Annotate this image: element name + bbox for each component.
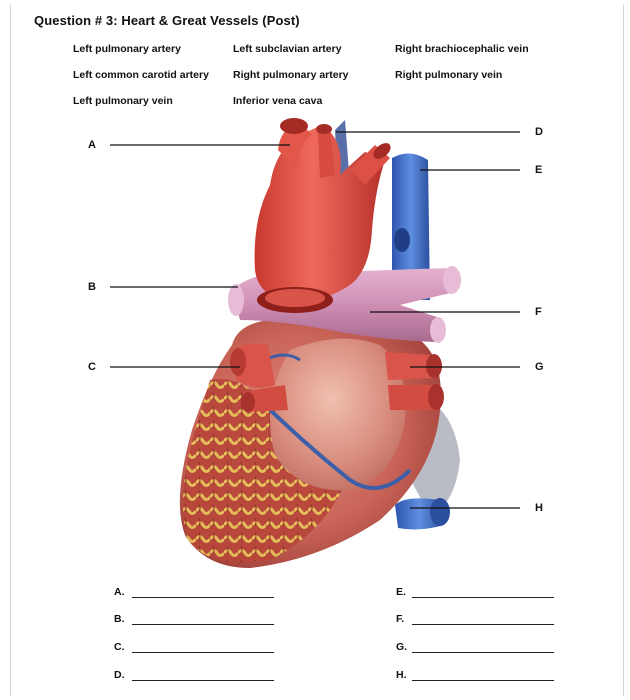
callout-h: H (535, 502, 543, 514)
answer-label-h: H. (396, 669, 407, 681)
callout-e: E (535, 164, 543, 176)
callout-a: A (88, 139, 96, 151)
word-bank-item: Right pulmonary vein (395, 69, 503, 81)
brachiocephalic-vein-opening (394, 228, 410, 252)
pulmonary-vein-opening (230, 348, 246, 376)
pulmonary-artery-opening (430, 317, 446, 343)
word-bank-item: Right pulmonary artery (233, 69, 349, 81)
pulmonary-artery-opening (228, 284, 244, 316)
ivc-opening (430, 498, 450, 526)
answer-blank-a[interactable] (132, 597, 274, 598)
answer-blank-f[interactable] (412, 624, 554, 625)
aorta-opening (265, 289, 325, 307)
pulmonary-vein-opening (428, 384, 444, 410)
answer-blank-e[interactable] (412, 597, 554, 598)
answer-label-f: F. (396, 613, 405, 625)
callout-g: G (535, 361, 544, 373)
answer-label-c: C. (114, 641, 125, 653)
answer-label-d: D. (114, 669, 125, 681)
question-title: Question # 3: Heart & Great Vessels (Post) (34, 13, 300, 28)
word-bank-item: Right brachiocephalic vein (395, 43, 529, 55)
callout-f: F (535, 306, 542, 318)
callout-b: B (88, 281, 96, 293)
pulmonary-vein-opening (426, 354, 442, 378)
answer-blank-c[interactable] (132, 652, 274, 653)
answer-label-a: A. (114, 586, 125, 598)
word-bank-item: Left pulmonary vein (73, 95, 173, 107)
word-bank-item: Inferior vena cava (233, 95, 323, 107)
word-bank-item: Left subclavian artery (233, 43, 342, 55)
callout-c: C (88, 361, 96, 373)
answer-label-b: B. (114, 613, 125, 625)
answer-blank-b[interactable] (132, 624, 274, 625)
answer-blank-g[interactable] (412, 652, 554, 653)
vessel-opening (280, 118, 308, 134)
word-bank-item: Left common carotid artery (73, 69, 209, 81)
word-bank-item: Left pulmonary artery (73, 43, 181, 55)
answer-blank-h[interactable] (412, 680, 554, 681)
answer-blank-d[interactable] (132, 680, 274, 681)
answer-label-e: E. (396, 586, 406, 598)
answer-label-g: G. (396, 641, 408, 653)
pulmonary-artery-opening (443, 266, 461, 294)
vessel-opening (316, 124, 332, 134)
left-common-carotid-artery (318, 126, 335, 178)
callout-d: D (535, 126, 543, 138)
pulmonary-vein-opening (241, 392, 255, 412)
